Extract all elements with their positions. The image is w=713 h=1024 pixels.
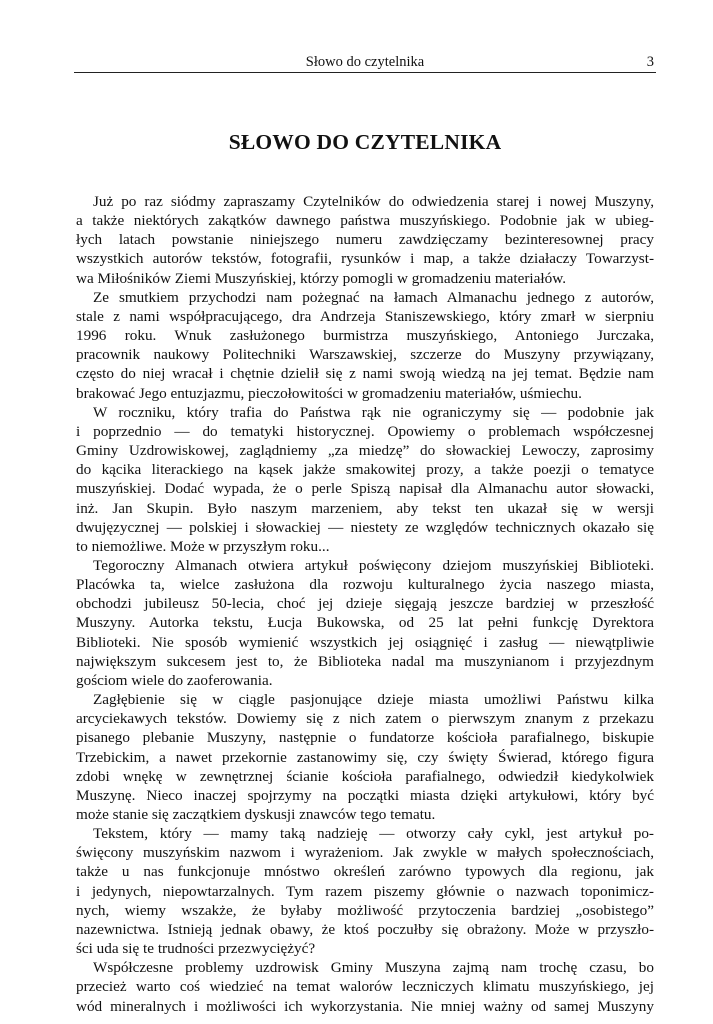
- text-line: arcyciekawych tekstów. Dowiemy się z nich zatem o pierwszym znanym z przekazu: [76, 710, 654, 728]
- text-line: gościom wiele do zaoferowania.: [76, 671, 273, 689]
- text-line: święcony muszyńskim nazwom i wyrażeniom. Jak zwykle w małych społecznościach,: [76, 844, 654, 862]
- text-line: Współczesne problemy uzdrowisk Gminy Muszyna zajmą nam trochę czasu, bo: [93, 959, 654, 977]
- paragraph: [76, 824, 654, 958]
- text-line: nazewnictwa. Istnieją jednak obawy, że ktoś poczułby się obrażony. Może w przyszło-: [76, 920, 654, 938]
- text-line: nych, wiemy wszakże, że byłaby możliwość przytoczenia bardziej „osobistego”: [76, 901, 654, 919]
- text-line: Już po raz siódmy zapraszamy Czytelników do odwiedzenia starej i nowej Muszyny,: [93, 193, 654, 210]
- text-line: stale z nami współpracującego, dra Andrzeja Staniszewskiego, który zmarł w sierpniu: [76, 307, 654, 325]
- article-body: [76, 192, 654, 1016]
- text-line: a także niektórych zakątków dawnego państwa muszyńskiego. Podobnie jak w ubieg-: [76, 212, 654, 230]
- text-line: dwujęzycznej — polskiej i słowackiej — niestety ze względów technicznych okazało się: [76, 518, 654, 536]
- text-line: łych latach powstanie niniejszego numeru zawdzięczamy bezinteresownej pracy: [76, 231, 654, 249]
- text-line: Tegoroczny Almanach otwiera artykuł poświęcony dziejom muszyńskiej Biblioteki.: [93, 556, 654, 574]
- text-line: ści uda się te trudności przezwyciężyć?: [76, 940, 316, 958]
- text-line: obchodzi jubileusz 50-lecia, choć jej dzieje sięgają jeszcze bardziej w przeszłość: [76, 595, 654, 613]
- text-line: największym sukcesem jest to, że Biblioteka nadal ma muszynianom i przyjezdnym: [76, 652, 654, 670]
- text-line: Muszyny. Autorka tekstu, Łucja Bukowska, od 25 lat pełni funkcję Dyrektora: [76, 614, 654, 632]
- article-title: SŁOWO DO CZYTELNIKA: [228, 130, 502, 154]
- text-line: może stanie się zaczątkiem dyskusji znawców tego tematu.: [76, 806, 436, 823]
- text-line: do kącika literackiego na kąsek jakże smakowitej prozy, a także poezji o tematyce: [76, 461, 654, 479]
- text-line: muszyńskiej. Dodać wypada, że o perle Spiszą napisał dla Almanachu autor słowacki,: [76, 480, 654, 498]
- paragraph: [76, 958, 654, 1015]
- text-line: Tekstem, który — mamy taką nadzieję — otworzy cały cykl, jest artykuł po-: [93, 825, 654, 843]
- text-line: wa Miłośników Ziemi Muszyńskiej, którzy pomogli w gromadzeniu materiałów.: [76, 269, 566, 287]
- text-line: wszystkich autorów tekstów, fotografii, rysunków i map, a także działaczy Towarzyst-: [76, 250, 654, 268]
- text-line: i poprzednio — do tematyki historycznej. Opowiemy o problemach współczesnej: [76, 422, 654, 440]
- paragraph: [76, 403, 654, 556]
- text-line: Muszynę. Nieco inaczej spojrzymy na początki miasta dzięki artykułowi, który być: [76, 786, 654, 804]
- text-line: 1996 roku. Wnuk zasłużonego burmistrza muszyńskiego, Antoniego Jurczaka,: [76, 327, 654, 345]
- text-line: Gminy Uzdrowiskowej, zaglądniemy „za miedzę” do słowackiej Lewoczy, zaprosimy: [76, 442, 654, 460]
- text-line: często do niej wracał i chętnie dzielił się z nami swoją wiedzą na jej temat. Będzie nam: [76, 365, 654, 383]
- text-line: także u nas funkcjonuje mnóstwo określeń zarówno typowych dla regionu, jak: [76, 863, 654, 881]
- text-line: pracownik naukowy Politechniki Warszawskiej, szczerze do Muszyny przywiązany,: [76, 346, 654, 364]
- text-line: inż. Jan Skupin. Było naszym marzeniem, aby tekst ten ukazał się w wersji: [76, 499, 654, 517]
- text-line: i jedynych, niepowtarzalnych. Tym razem piszemy głównie o nazwach toponimicz-: [76, 882, 654, 900]
- running-header: [74, 52, 656, 73]
- page-number: 3: [646, 54, 654, 70]
- paragraph: [76, 288, 654, 403]
- text-line: wód mineralnych i możliwości ich wykorzystania. Nie mniej ważny od samej Muszyny: [76, 997, 654, 1015]
- text-line: to niemożliwe. Może w przyszłym roku...: [76, 537, 330, 555]
- text-line: Zagłębienie się w ciągle pasjonujące dzieje miasta umożliwi Państwu kilka: [93, 691, 654, 709]
- text-line: zdobi wnękę w zewnętrznej ścianie kościoła parafialnego, odwiedził kiedykolwiek: [76, 767, 654, 785]
- text-line: Ze smutkiem przychodzi nam pożegnać na łamach Almanachu jednego z autorów,: [93, 288, 654, 306]
- paragraph: [76, 690, 654, 824]
- text-line: Placówka ta, wielce zasłużona dla rozwoju kulturalnego życia naszego miasta,: [76, 576, 654, 594]
- text-line: W roczniku, który trafia do Państwa rąk nie ograniczymy się — podobnie jak: [93, 403, 654, 421]
- paragraph: [76, 192, 654, 288]
- text-line: brakować Jego entuzjazmu, pieczołowitości w gromadzeniu materiałów, uśmiechu.: [76, 384, 582, 402]
- text-line: Trzebickim, a nawet przekornie zastanowimy się, czy święty Świerad, którego figura: [76, 748, 654, 766]
- text-line: pisanego plebanie Muszyny, następnie o fundatorze kościoła parafialnego, biskupie: [76, 729, 654, 747]
- text-line: przecież warto coś wiedzieć na temat walorów leczniczych klimatu muszyńskiego, jej: [76, 978, 654, 996]
- running-title: Słowo do czytelnika: [305, 54, 425, 70]
- paragraph: [76, 556, 654, 690]
- text-line: Biblioteki. Nie sposób wymienić wszystkich jej osiągnięć i zasług — niewątpliwie: [76, 633, 654, 651]
